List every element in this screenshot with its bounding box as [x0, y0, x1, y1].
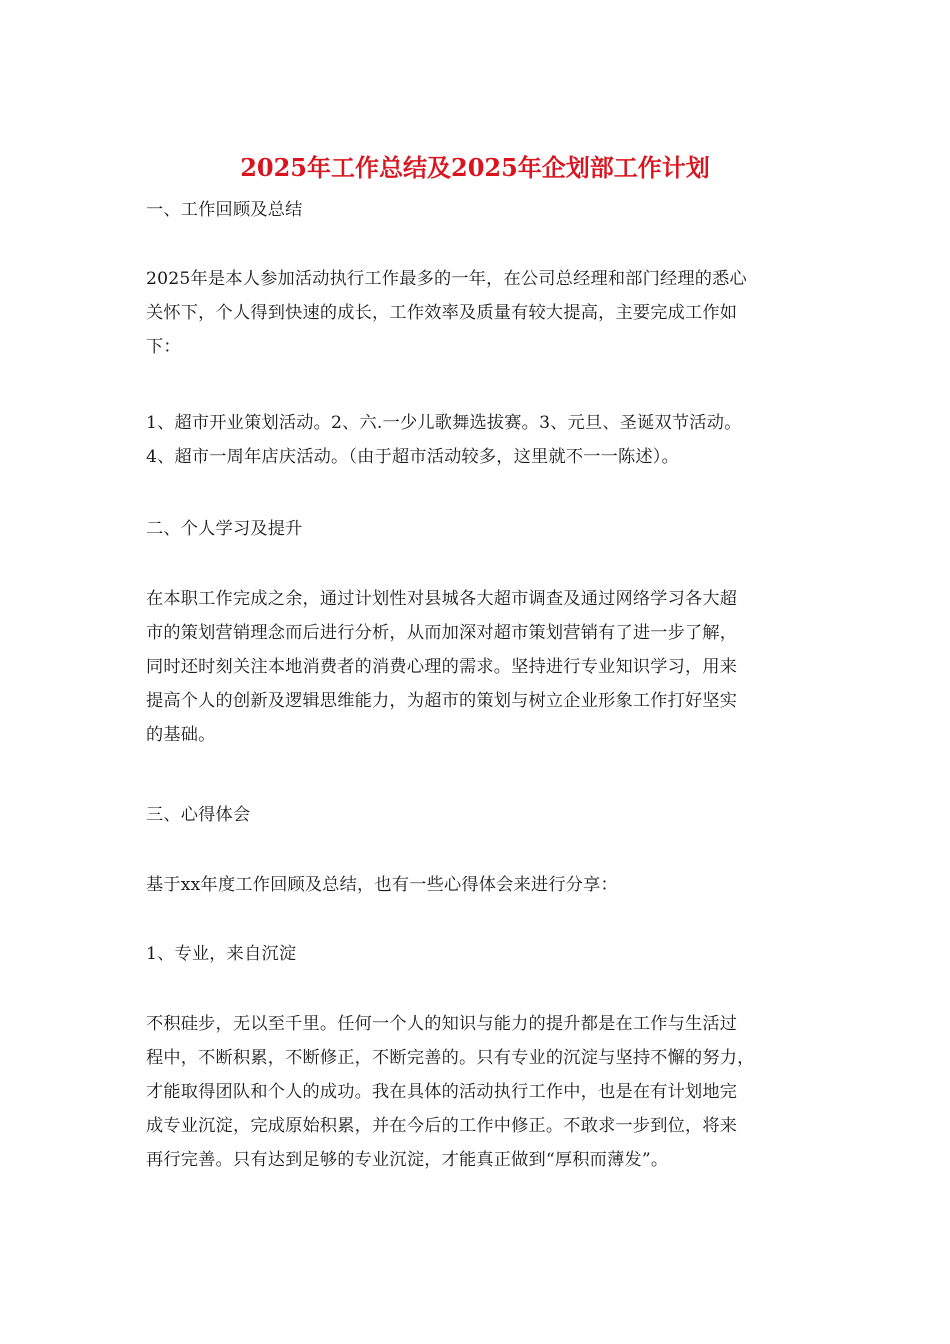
- paragraph-insights-intro: [146, 868, 816, 902]
- section-heading-insights: [146, 798, 816, 832]
- document-title: 2025年工作总结及2025年企划部工作计划: [240, 153, 710, 182]
- paragraph-line: 4、超市一周年店庆活动。（由于超市活动较多，这里就不一一陈述）。: [146, 447, 679, 467]
- paragraph-activities: [146, 406, 816, 474]
- paragraph-line: 市的策划营销理念而后进行分析，从而加深对超市策划营销有了进一步了解，: [146, 623, 738, 643]
- paragraph-intro: [146, 262, 816, 364]
- paragraph-line: 在本职工作完成之余，通过计划性对县城各大超市调查及通过网络学习各大超: [146, 589, 738, 609]
- paragraph-professional: [146, 1007, 816, 1177]
- paragraph-line: 程中，不断积累，不断修正，不断完善的。只有专业的沉淀与坚持不懈的努力，: [146, 1048, 755, 1068]
- subheading-professional: [146, 937, 816, 971]
- heading-text: 一、工作回顾及总结: [146, 200, 303, 220]
- paragraph-line: 不积硅步，无以至千里。任何一个人的知识与能力的提升都是在工作与生活过: [146, 1014, 738, 1034]
- paragraph-line: 关怀下，个人得到快速的成长，工作效率及质量有较大提高，主要完成工作如: [146, 303, 738, 323]
- paragraph-line: 下：: [146, 337, 181, 357]
- paragraph-line: 提高个人的创新及逻辑思维能力，为超市的策划与树立企业形象工作打好坚实: [146, 691, 738, 711]
- paragraph-line: 同时还时刻关注本地消费者的消费心理的需求。坚持进行专业知识学习，用来: [146, 657, 738, 677]
- paragraph-line: 1、超市开业策划活动。2、六.一少儿歌舞选拔赛。3、元旦、圣诞双节活动。: [146, 413, 742, 433]
- heading-text: 二、个人学习及提升: [146, 519, 303, 539]
- paragraph-line: 再行完善。只有达到足够的专业沉淀，才能真正做到“厚积而薄发”。: [146, 1150, 669, 1170]
- paragraph-line: 成专业沉淀，完成原始积累，并在今后的工作中修正。不敢求一步到位，将来: [146, 1116, 738, 1136]
- heading-text: 三、心得体会: [146, 805, 251, 825]
- paragraph-line: 才能取得团队和个人的成功。我在具体的活动执行工作中，也是在有计划地完: [146, 1082, 738, 1102]
- section-heading-learning: [146, 512, 816, 546]
- paragraph-line: 基于xx年度工作回顾及总结，也有一些心得体会来进行分享：: [146, 875, 618, 895]
- subheading-text: 1、专业，来自沉淀: [146, 944, 297, 964]
- paragraph-line: 的基础。: [146, 725, 216, 745]
- paragraph-learning: [146, 582, 816, 752]
- paragraph-line: 2025年是本人参加活动执行工作最多的一年，在公司总经理和部门经理的悉心: [146, 269, 747, 289]
- section-heading-review: [146, 193, 816, 227]
